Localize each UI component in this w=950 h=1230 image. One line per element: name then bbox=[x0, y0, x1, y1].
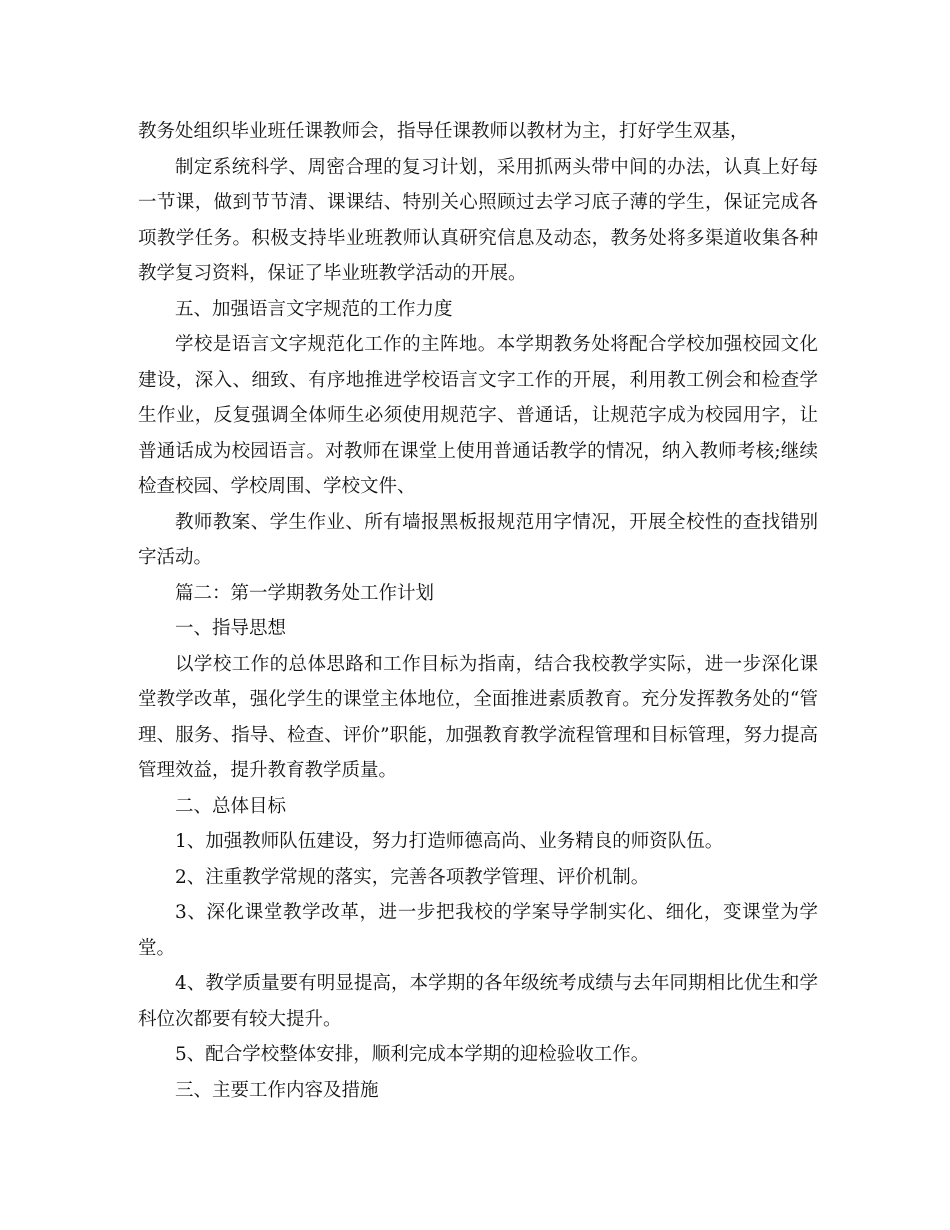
article-title-part-two: 篇二：第一学期教务处工作计划 bbox=[175, 582, 435, 604]
section-heading-main-work: 三、主要工作内容及措施 bbox=[175, 1079, 379, 1101]
section-heading-guiding-thought: 一、指导思想 bbox=[175, 618, 287, 639]
list-item-goal-1: 1、加强教师队伍建设，努力打造师德高尚、业务精良的师资队伍。 bbox=[175, 831, 724, 852]
section-heading-overall-goals: 二、总体目标 bbox=[175, 795, 287, 817]
section-heading-language-standards: 五、加强语言文字规范的工作力度 bbox=[175, 298, 453, 320]
paragraph-continuation: 教务处组织毕业班任课教师会，指导任课教师以教材为主，打好学生双基， bbox=[138, 121, 749, 142]
list-item-goal-4: 4、教学质量要有明显提高，本学期的各年级统考成绩与去年同期相比优生和学科位次都要有较大提升。 bbox=[138, 973, 818, 1030]
paragraph-error-check: 教师教案、学生作业、所有墙报黑板报规范用字情况，开展全校性的查找错别字活动。 bbox=[138, 511, 818, 568]
list-item-goal-3: 3、深化课堂教学改革，进一步把我校的学案导学制实化、细化，变课堂为学堂。 bbox=[138, 902, 818, 959]
paragraph-review-plan: 制定系统科学、周密合理的复习计划，采用抓两头带中间的办法，认真上好每一节课，做到节节清、课课结、特别关心照顾过去学习底子薄的学生，保证完成各项教学任务。积极支持毕业班教师认真研究信息及动态，教务处将多渠道收集各种教学复习资料，保证了毕业班教学活动的开展。 bbox=[138, 156, 818, 284]
document-body bbox=[138, 114, 818, 1108]
paragraph-guiding-thought: 以学校工作的总体思路和工作目标为指南，结合我校教学实际，进一步深化课堂教学改革，强化学生的课堂主体地位，全面推进素质教育。充分发挥教务处的“管理、服务、指导、检查、评价”职能，加强教育教学流程管理和目标管理，努力提高管理效益，提升教育教学质量。 bbox=[138, 653, 818, 781]
list-item-goal-2: 2、注重教学常规的落实，完善各项教学管理、评价机制。 bbox=[175, 866, 650, 888]
paragraph-language-work: 学校是语言文字规范化工作的主阵地。本学期教务处将配合学校加强校园文化建设，深入、细致、有序地推进学校语言文字工作的开展，利用教工例会和检查学生作业，反复强调全体师生必须使用规范字、普通话，让规范字成为校园用字，让普通话成为校园语言。对教师在课堂上使用普通话教学的情况，纳入教师考核;继续检查校园、学校周围、学校文件、 bbox=[138, 334, 818, 497]
list-item-goal-5: 5、配合学校整体安排，顺利完成本学期的迎检验收工作。 bbox=[175, 1044, 650, 1065]
